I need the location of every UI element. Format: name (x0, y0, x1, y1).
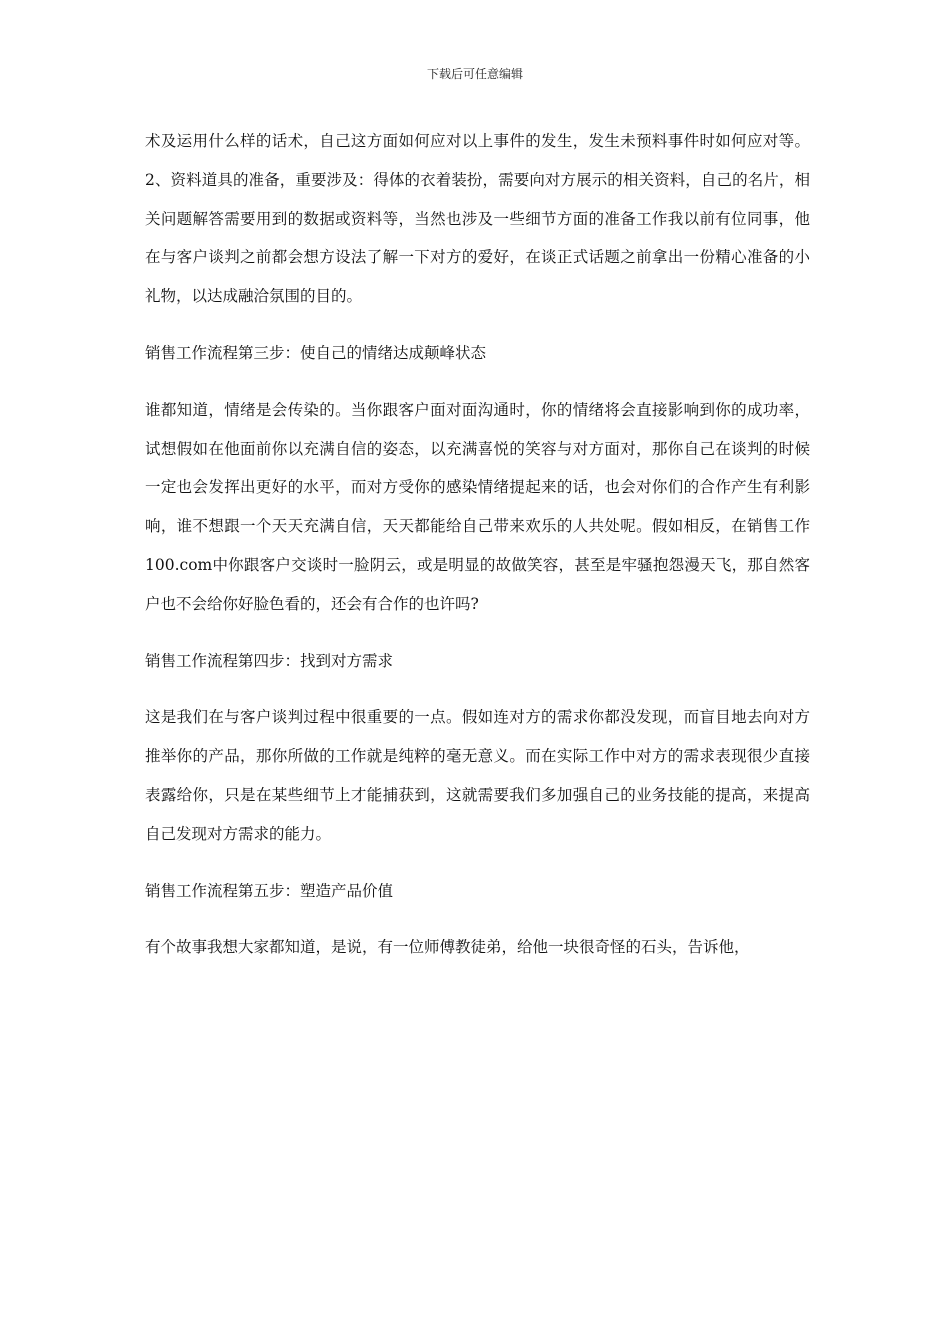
paragraph-preparation: 术及运用什么样的话术，自己这方面如何应对以上事件的发生，发生未预料事件时如何应对等。2、资料道具的准备，重要涉及：得体的衣着装扮，需要向对方展示的相关资料，自己的名片，相关问题解答需要用到的数据或资料等，当然也涉及一些细节方面的准备工作我以前有位同事，他在与客户谈判之前都会想方设法了解一下对方的爱好，在谈正式话题之前拿出一份精心准备的小礼物，以达成融洽氛围的目的。 (145, 132, 810, 306)
heading-step-four: 销售工作流程第四步：找到对方需求 (145, 651, 394, 670)
heading-step-five: 销售工作流程第五步：塑造产品价值 (145, 881, 394, 900)
paragraph-emotion: 谁都知道，情绪是会传染的。当你跟客户面对面沟通时，你的情绪将会直接影响到你的成功率，试想假如在他面前你以充满自信的姿态，以充满喜悦的笑容与对方面对，那你自己在谈判的时候一定也会发挥出更好的水平，而对方受你的感染情绪提起来的话，也会对你们的合作产生有利影响，谁不想跟一个天天充满自信，天天都能给自己带来欢乐的人共处呢。假如相反，在销售工作100.com中你跟客户交谈时一脸阴云，或是明显的故做笑容，甚至是牢骚抱怨漫天飞，那自然客户也不会给你好脸色看的，还会有合作的也许吗? (145, 400, 810, 613)
paragraph-needs: 这是我们在与客户谈判过程中很重要的一点。假如连对方的需求你都没发现，而盲目地去向对方推举你的产品，那你所做的工作就是纯粹的毫无意义。而在实际工作中对方的需求表现很少直接表露给你，只是在某些细节上才能捕获到，这就需要我们多加强自己的业务技能的提高，来提高自己发现对方需求的能力。 (145, 708, 810, 843)
heading-step-three: 销售工作流程第三步：使自己的情绪达成颠峰状态 (145, 343, 487, 362)
document-body (145, 122, 810, 967)
page-header: 下载后可任意编辑 (426, 67, 523, 81)
paragraph-story: 有个故事我想大家都知道，是说，有一位师傅教徒弟，给他一块很奇怪的石头，告诉他， (145, 938, 750, 957)
